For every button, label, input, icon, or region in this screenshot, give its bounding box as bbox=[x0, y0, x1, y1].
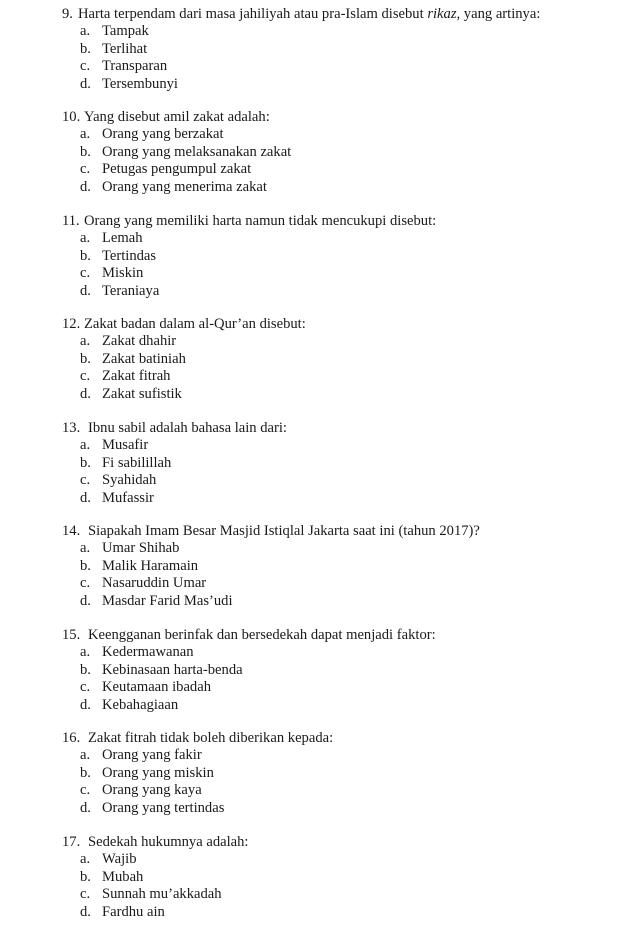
question-stem bbox=[62, 109, 270, 126]
option-letter: a. bbox=[80, 437, 91, 453]
option-text: Kebinasaan harta-benda bbox=[102, 661, 243, 678]
question-text: Zakat fitrah tidak boleh diberikan kepada: bbox=[88, 730, 334, 746]
question-stem bbox=[62, 834, 248, 851]
option-text: Teraniaya bbox=[102, 282, 160, 299]
option-letter: b. bbox=[80, 454, 91, 471]
question-stem bbox=[62, 523, 480, 540]
question-number: 9. bbox=[62, 6, 73, 22]
question-text: Yang disebut amil zakat adalah: bbox=[84, 109, 270, 125]
question-text-part: , yang artinya: bbox=[456, 6, 541, 22]
option-text: Lemah bbox=[102, 230, 143, 246]
option-letter: a. bbox=[80, 23, 91, 39]
option-text: Orang yang fakir bbox=[102, 747, 202, 763]
option-letter: b. bbox=[80, 661, 91, 678]
option-letter: b. bbox=[80, 143, 91, 160]
option-text: Masdar Farid Mas’udi bbox=[102, 592, 233, 609]
question-text: Orang yang memiliki harta namun tidak mencukupi disebut: bbox=[84, 213, 437, 229]
option-letter: c. bbox=[80, 265, 91, 281]
option-text: Syahidah bbox=[102, 472, 157, 488]
option-text: Fardhu ain bbox=[102, 903, 165, 920]
question-text: Ibnu sabil adalah bahasa lain dari: bbox=[88, 420, 287, 436]
option-text: Zakat sufistik bbox=[102, 385, 182, 402]
option-letter: c. bbox=[80, 679, 91, 695]
option-letter: b. bbox=[80, 764, 91, 781]
option-text: Kedermawanan bbox=[102, 644, 194, 660]
option-text: Keutamaan ibadah bbox=[102, 679, 211, 695]
option-text: Tersembunyi bbox=[102, 75, 178, 92]
option-text: Orang yang miskin bbox=[102, 764, 214, 781]
option-letter: d. bbox=[80, 903, 91, 920]
question-stem bbox=[62, 627, 436, 644]
question-text: Zakat badan dalam al-Qur’an disebut: bbox=[84, 316, 306, 332]
option-text: Orang yang tertindas bbox=[102, 799, 225, 816]
question-stem bbox=[62, 316, 306, 333]
option-letter: d. bbox=[80, 385, 91, 402]
option-letter: c. bbox=[80, 368, 91, 384]
option-letter: d. bbox=[80, 489, 91, 506]
option-letter: b. bbox=[80, 350, 91, 367]
question-number: 10. bbox=[62, 109, 81, 125]
question-text: Siapakah Imam Besar Masjid Istiqlal Jakarta saat ini (tahun 2017)? bbox=[88, 523, 480, 539]
option-letter: d. bbox=[80, 592, 91, 609]
option-letter: b. bbox=[80, 40, 91, 57]
option-text: Petugas pengumpul zakat bbox=[102, 161, 252, 177]
option-text: Orang yang menerima zakat bbox=[102, 178, 267, 195]
option-text: Sunnah mu’akkadah bbox=[102, 886, 222, 902]
option-text: Miskin bbox=[102, 265, 144, 281]
option-text: Malik Haramain bbox=[102, 557, 199, 574]
question-stem bbox=[62, 6, 540, 23]
option-text: Transparan bbox=[102, 58, 168, 74]
option-text: Fi sabilillah bbox=[102, 454, 172, 471]
option-letter: a. bbox=[80, 747, 91, 763]
option-letter: d. bbox=[80, 696, 91, 713]
option-text: Tampak bbox=[102, 23, 149, 39]
option-letter: a. bbox=[80, 126, 91, 142]
option-letter: c. bbox=[80, 886, 91, 902]
question-number: 14. bbox=[62, 523, 81, 539]
option-letter: a. bbox=[80, 333, 91, 349]
option-letter: a. bbox=[80, 540, 91, 556]
option-text: Orang yang kaya bbox=[102, 782, 202, 798]
option-text: Zakat dhahir bbox=[102, 333, 177, 349]
option-text: Umar Shihab bbox=[102, 540, 180, 556]
question-text: Keengganan berinfak dan bersedekah dapat menjadi faktor: bbox=[88, 627, 436, 643]
question-text-part: Harta terpendam dari masa jahiliyah atau pra-Islam disebut bbox=[78, 6, 428, 22]
question-text: Sedekah hukumnya adalah: bbox=[88, 834, 249, 850]
question-number: 11. bbox=[62, 213, 80, 229]
option-letter: b. bbox=[80, 557, 91, 574]
option-text: Orang yang melaksanakan zakat bbox=[102, 143, 292, 160]
question-number: 15. bbox=[62, 627, 81, 643]
option-text: Tertindas bbox=[102, 247, 157, 264]
option-letter: b. bbox=[80, 868, 91, 885]
question-number: 16. bbox=[62, 730, 81, 746]
option-text: Zakat fitrah bbox=[102, 368, 171, 384]
option-letter: d. bbox=[80, 282, 91, 299]
question-number: 13. bbox=[62, 420, 81, 436]
option-letter: d. bbox=[80, 178, 91, 195]
option-letter: a. bbox=[80, 644, 91, 660]
option-text: Mufassir bbox=[102, 489, 154, 506]
option-text: Terlihat bbox=[102, 40, 148, 57]
option-text: Nasaruddin Umar bbox=[102, 575, 207, 591]
option-text: Musafir bbox=[102, 437, 149, 453]
option-letter: c. bbox=[80, 58, 91, 74]
question-stem bbox=[62, 420, 287, 437]
question-number: 17. bbox=[62, 834, 81, 850]
option-letter: b. bbox=[80, 247, 91, 264]
option-letter: c. bbox=[80, 782, 91, 798]
option-text: Mubah bbox=[102, 868, 144, 885]
question-text-italic: rikaz bbox=[427, 6, 457, 22]
option-letter: d. bbox=[80, 799, 91, 816]
option-text: Wajib bbox=[102, 851, 137, 867]
option-letter: a. bbox=[80, 851, 91, 867]
question-text bbox=[78, 6, 540, 22]
option-letter: a. bbox=[80, 230, 91, 246]
question-number: 12. bbox=[62, 316, 81, 332]
option-text: Kebahagiaan bbox=[102, 696, 179, 713]
question-stem bbox=[62, 213, 436, 230]
option-letter: d. bbox=[80, 75, 91, 92]
option-text: Orang yang berzakat bbox=[102, 126, 224, 142]
question-stem bbox=[62, 730, 333, 747]
option-text: Zakat batiniah bbox=[102, 350, 186, 367]
option-letter: c. bbox=[80, 161, 91, 177]
option-letter: c. bbox=[80, 472, 91, 488]
option-letter: c. bbox=[80, 575, 91, 591]
